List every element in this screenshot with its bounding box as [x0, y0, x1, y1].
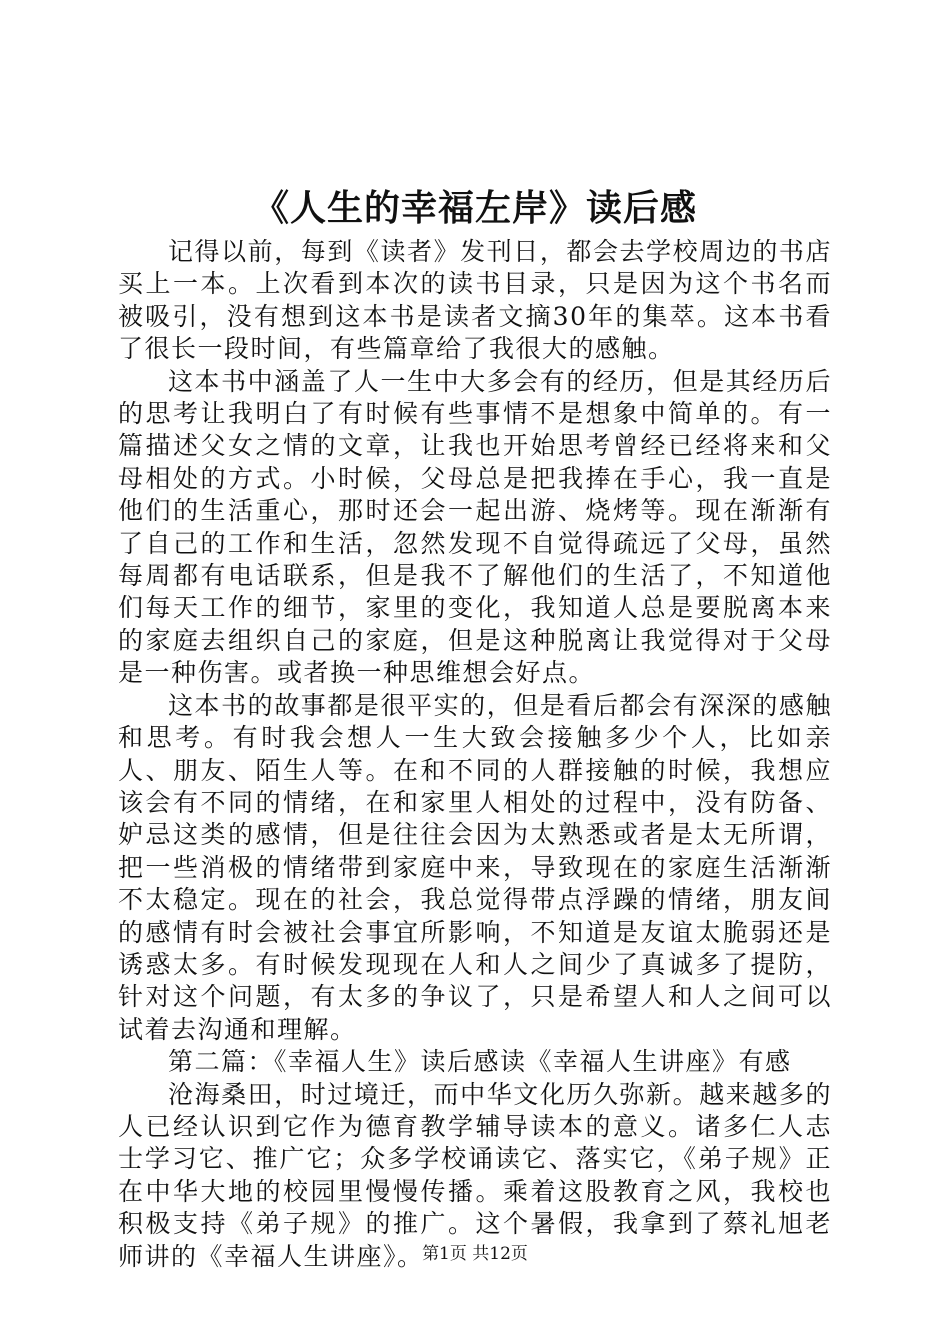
- paragraph-2: 这本书中涵盖了人一生中大多会有的经历，但是其经历后的思考让我明白了有时候有些事情不是想象中简单的。有一篇描述父女之情的文章，让我也开始思考曾经已经将来和父母相处的方式。小时候，父母总是把我捧在手心，我一直是他们的生活重心，那时还会一起出游、烧烤等。现在渐渐有了自己的工作和生活，忽然发现不自觉得疏远了父母，虽然每周都有电话联系，但是我不了解他们的生活了，不知道他们每天工作的细节，家里的变化，我知道人总是要脱离本来的家庭去组织自己的家庭，但是这种脱离让我觉得对于父母是一种伤害。或者换一种思维想会好点。: [118, 366, 832, 688]
- section-heading: 第二篇：《幸福人生》读后感读《幸福人生讲座》有感: [168, 1047, 792, 1077]
- paragraph-4: 沧海桑田，时过境迁，而中华文化历久弥新。越来越多的人已经认识到它作为德育教学辅导读本的意义。诸多仁人志士学习它、推广它；众多学校诵读它、落实它，《弟子规》正在中华大地的校园里慢慢传播。乘着这股教育之风，我校也积极支持《弟子规》的推广。这个暑假，我拿到了蔡礼旭老师讲的《幸福人生讲座》。: [118, 1079, 832, 1271]
- paragraph-3: 这本书的故事都是很平实的，但是看后都会有深深的感触和思考。有时我会想人一生大致会接触多少个人，比如亲人、朋友、陌生人等。在和不同的人群接触的时候，我想应该会有不同的情绪，在和家里人相处的过程中，没有防备、妒忌这类的感情，但是往往会因为太熟悉或者是太无所谓，把一些消极的情绪带到家庭中来，导致现在的家庭生活渐渐不太稳定。现在的社会，我总觉得带点浮躁的情绪，朋友间的感情有时会被社会事宜所影响，不知道是友谊太脆弱还是诱惑太多。有时候发现现在人和人之间少了真诚多了提防，针对这个问题，有太多的争议了，只是希望人和人之间可以试着去沟通和理解。: [118, 690, 832, 1044]
- paragraph-1: 记得以前，每到《读者》发刊日，都会去学校周边的书店买上一本。上次看到本次的读书目录，只是因为这个书名而被吸引，没有想到这本书是读者文摘30年的集萃。这本书看了很长一段时间，有些篇章给了我很大的感触。: [118, 237, 832, 364]
- document-body: [118, 236, 832, 1273]
- document-title: 《人生的幸福左岸》读后感: [252, 188, 697, 229]
- page-footer: 第1页 共12页: [422, 1244, 528, 1264]
